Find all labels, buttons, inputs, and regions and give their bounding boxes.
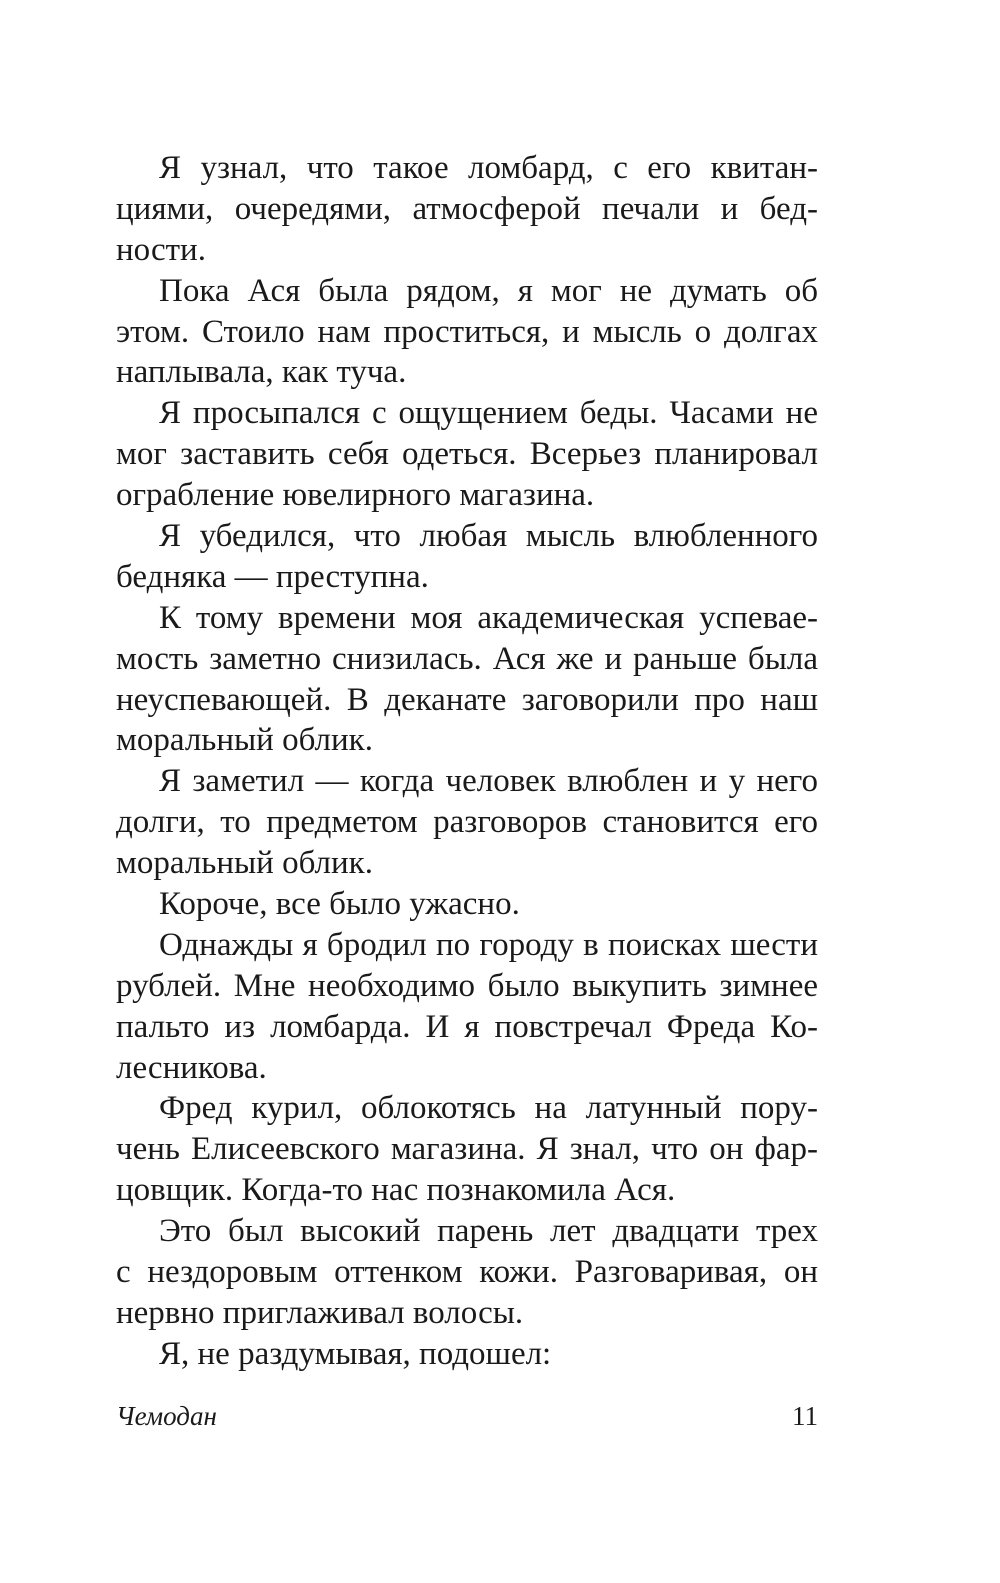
text-line: Короче, все было ужасно.: [159, 886, 520, 923]
text-line: цовщик. Когда-то нас познакомила Ася.: [116, 1172, 676, 1209]
text-line: нервно приглаживал волосы.: [116, 1294, 524, 1331]
text-line: Однажды я бродил по городу в поисках шести: [159, 926, 818, 963]
text-line: лесникова.: [116, 1049, 267, 1086]
text-line: наплывала, как туча.: [116, 354, 407, 391]
text-line: ности.: [116, 231, 206, 268]
text-line: К тому времени моя академическая успевае-: [159, 599, 818, 636]
running-title: Чемодан: [116, 1401, 217, 1431]
text-line: Я, не раздумывая, подошел:: [159, 1335, 552, 1372]
text-line: чень Елисеевского магазина. Я знал, что он фар-: [116, 1131, 818, 1168]
text-line: долги, то предметом разговоров становится его: [116, 804, 818, 841]
page-number: 11: [792, 1401, 818, 1431]
text-line: ограбление ювелирного магазина.: [116, 477, 595, 514]
text-line: Я просыпался с ощущением беды. Часами не: [159, 395, 818, 432]
text-line: мог заставить себя одеться. Всерьез планировал: [116, 436, 818, 473]
text-line: моральный облик.: [116, 722, 373, 759]
page-footer: [116, 1398, 818, 1434]
text-line: Я узнал, что такое ломбард, с его квитан-: [159, 150, 818, 186]
page-body-text: [116, 148, 818, 1375]
text-line: пальто из ломбарда. И я повстречал Фреда Ко-: [116, 1008, 818, 1045]
text-line: неуспевающей. В деканате заговорили про наш: [116, 681, 818, 718]
text-line: Я убедился, что любая мысль влюбленного: [159, 518, 818, 555]
text-line: с нездоровым оттенком кожи. Разговаривая, он: [116, 1254, 818, 1291]
text-line: моральный облик.: [116, 845, 373, 882]
text-line: этом. Стоило нам проститься, и мысль о долгах: [116, 313, 818, 350]
text-line: рублей. Мне необходимо было выкупить зимнее: [116, 967, 818, 1004]
text-line: Фред курил, облокотясь на латунный пору-: [159, 1090, 818, 1127]
text-line: Я заметил — когда человек влюблен и у него: [159, 763, 818, 800]
text-line: Пока Ася была рядом, я мог не думать об: [159, 272, 818, 309]
text-line: бедняка — преступна.: [116, 558, 429, 595]
text-line: мость заметно снизилась. Ася же и раньше была: [116, 640, 818, 677]
text-line: циями, очередями, атмосферой печали и бед-: [116, 190, 818, 227]
text-line: Это был высокий парень лет двадцати трех: [159, 1213, 818, 1250]
